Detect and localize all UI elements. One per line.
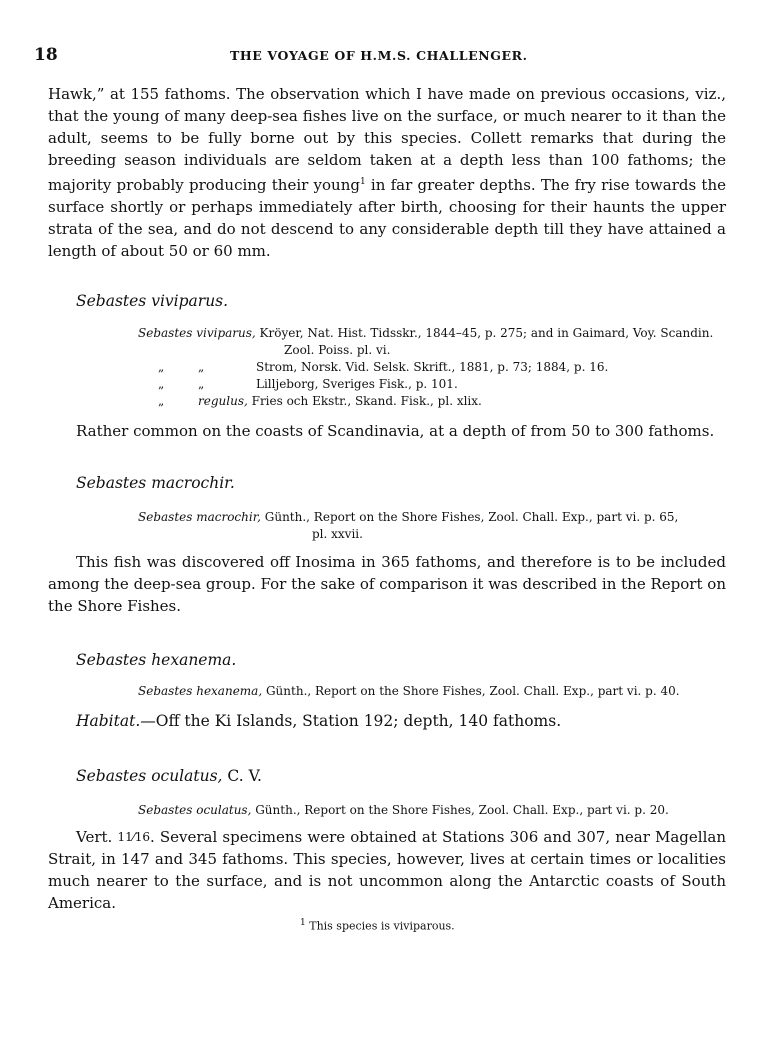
intro-text-2: in far greater depths. The fry rise towards the surface shortly or perhaps immediately after birth, choosing for their haunts the upper strata of the sea, and do not descend to any considerable depth till they have attained a length of about 50 or 60 mm. xyxy=(48,176,726,260)
oculatus-paragraph xyxy=(48,826,726,914)
synonym-entry xyxy=(158,393,482,410)
synonym-entry xyxy=(158,359,608,376)
species-heading-viviparus: Sebastes viviparus. xyxy=(76,292,229,310)
species-author: C. V. xyxy=(222,767,262,785)
vert-label: Vert. xyxy=(76,828,118,846)
synonym-name: Sebastes viviparus, xyxy=(138,326,256,340)
page-number: 18 xyxy=(34,45,58,65)
intro-text-1: Hawk,” at 155 fathoms. The observation which I have made on previous occasions, viz., that the young of many deep-sea fishes live on the surface, or much nearer to it than the adult, seems to be fully borne out by this species. Collett remarks that during the breeding season individuals are seldom taken at a depth less than 100 fathoms; the majority probably producing their young xyxy=(48,85,726,194)
synonym-citation: Kröyer, Nat. Hist. Tidsskr., 1844–45, p. 275; and in Gaimard, Voy. Scandin. xyxy=(255,326,714,340)
species-name: Sebastes oculatus, xyxy=(76,767,223,785)
footnote-mark: 1 xyxy=(300,918,306,928)
footnote-text: This species is viviparous. xyxy=(305,919,455,933)
running-title: THE VOYAGE OF H.M.S. CHALLENGER. xyxy=(230,48,528,63)
synonym-entry xyxy=(158,376,458,393)
synonym-name: Sebastes oculatus, xyxy=(138,803,252,817)
habitat-text: —Off the Ki Islands, Station 192; depth, 140 fathoms. xyxy=(140,712,562,730)
oculatus-text: . Several specimens were obtained at Stations 306 and 307, near Magellan Strait, in 147 and 345 fathoms. This species, however, lives at certain times or localities much nearer to the surface, and is not uncommon along the Antarctic coasts of South America. xyxy=(48,828,726,912)
synonym-name: regulus, xyxy=(198,394,248,408)
vert-fraction: 11⁄16 xyxy=(117,830,150,844)
synonym-continuation: pl. xxvii. xyxy=(312,527,363,541)
synonym-name: Sebastes hexanema, xyxy=(138,684,263,698)
synonym-entry xyxy=(138,683,680,700)
ditto-mark: „ xyxy=(198,377,205,391)
species-heading-hexanema: Sebastes hexanema. xyxy=(76,651,237,669)
synonym-citation: Lilljeborg, Sveriges Fisk., p. 101. xyxy=(256,377,458,391)
synonym-citation: Günth., Report on the Shore Fishes, Zool. Chall. Exp., part vi. p. 65, xyxy=(260,510,679,524)
ditto-mark: „ xyxy=(198,360,205,374)
ditto-mark: „ xyxy=(158,394,165,408)
synonym-citation: Günth., Report on the Shore Fishes, Zool. Chall. Exp., part vi. p. 40. xyxy=(262,684,680,698)
footnote xyxy=(300,918,455,933)
synonym-entry xyxy=(138,802,669,819)
synonym-continuation: Zool. Poiss. pl. vi. xyxy=(284,343,391,357)
species-heading-macrochir: Sebastes macrochir. xyxy=(76,474,235,492)
viviparus-paragraph: Rather common on the coasts of Scandinavia, at a depth of from 50 to 300 fathoms. xyxy=(76,422,715,440)
ditto-mark: „ xyxy=(158,377,165,391)
synonym-citation: Günth., Report on the Shore Fishes, Zool. Chall. Exp., part vi. p. 20. xyxy=(251,803,669,817)
synonym-citation: Fries och Ekstr., Skand. Fisk., pl. xlix. xyxy=(247,394,482,408)
synonym-entry xyxy=(138,325,713,342)
synonym-citation: Strom, Norsk. Vid. Selsk. Skrift., 1881, p. 73; 1884, p. 16. xyxy=(256,360,609,374)
macrochir-paragraph: This fish was discovered off Inosima in 365 fathoms, and therefore is to be included among the deep-sea group. For the sake of comparison it was described in the Report on the Shore Fishes. xyxy=(48,553,726,615)
synonym-entry xyxy=(138,509,678,526)
habitat-line xyxy=(76,710,726,732)
habitat-label: Habitat. xyxy=(76,712,141,730)
species-heading-oculatus xyxy=(76,767,262,785)
intro-paragraph xyxy=(48,83,726,262)
footnote-reference: 1 xyxy=(359,177,366,187)
synonym-name: Sebastes macrochir, xyxy=(138,510,261,524)
ditto-mark: „ xyxy=(158,360,165,374)
